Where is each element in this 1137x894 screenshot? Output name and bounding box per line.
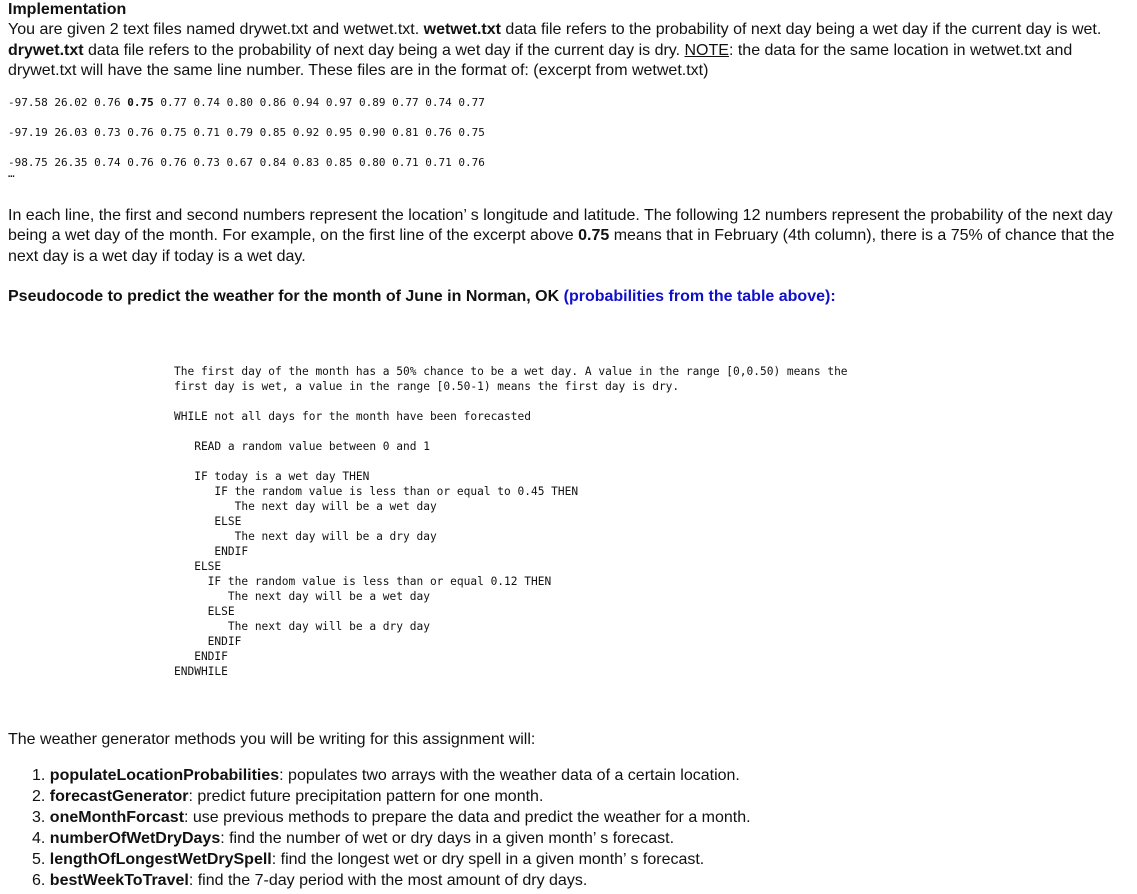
- method-name: forecastGenerator: [49, 788, 189, 805]
- pseudocode-heading-text: Pseudocode to predict the weather for the month of June in Norman, OK: [8, 288, 564, 305]
- document-page: [8, 0, 1132, 891]
- data-line-3: -98.75 26.35 0.74 0.76 0.76 0.73 0.67 0.84 0.83 0.85 0.80 0.71 0.71 0.76: [8, 155, 485, 169]
- method-name: oneMonthForcast: [49, 809, 185, 826]
- data-line-1: [8, 96, 1132, 110]
- data-ellipsis: …: [8, 166, 15, 180]
- method-description: : find the 7-day period with the most amount of dry days.: [188, 872, 588, 889]
- pseudocode-heading: [8, 286, 1132, 308]
- method-number: 6.: [32, 872, 50, 889]
- explain-text-1: In each line, the first and second numbers represent the location’ s longitude and latitude. The following 12 numbers represent the probability of the next day being a wet day of the month. For example, on the first line of the excerpt above: [8, 206, 1113, 244]
- method-item: [32, 807, 1132, 828]
- section-heading: Implementation: [8, 1, 127, 18]
- method-item: [32, 870, 1132, 891]
- pseudocode-heading-note: (probabilities from the table above):: [563, 288, 836, 305]
- explain-text-2: means that in February (4th column), there is a 75% of chance that the next day is a wet day if today is a wet day.: [8, 227, 1115, 265]
- method-description: : use previous methods to prepare the data and predict the weather for a month.: [184, 809, 751, 826]
- data-excerpt: [8, 96, 1132, 184]
- pseudocode-block: The first day of the month has a 50% chance to be a wet day. A value in the range [0,0.50) means the first day is wet, a value in the range [0.50-1) means the first day is dry. WHILE not all days for the month have been forecasted READ a random value between 0 and 1 IF today is a wet day THEN IF the random value is less than or equal to 0.45 THEN The next day will be a wet day ELSE The next day will be a dry day ENDIF ELSE IF the random value is less than or equal 0.12 THEN The next day will be a wet day ELSE The next day will be a dry day ENDIF ENDIF ENDWHILE: [174, 365, 848, 678]
- methods-list: [8, 765, 1132, 891]
- method-name: numberOfWetDryDays: [49, 830, 221, 847]
- method-number: 1.: [32, 767, 50, 784]
- method-description: : find the number of wet or dry days in a given month’ s forecast.: [220, 830, 675, 847]
- method-item: [32, 828, 1132, 849]
- method-description: : predict future precipitation pattern for one month.: [188, 788, 544, 805]
- methods-intro: The weather generator methods you will be writing for this assignment will:: [8, 731, 536, 748]
- drywet-filename: drywet.txt: [8, 41, 84, 59]
- note-label: NOTE: [684, 41, 729, 59]
- method-item: [32, 849, 1132, 870]
- method-name: bestWeekToTravel: [49, 872, 189, 889]
- wetwet-filename: wetwet.txt: [423, 21, 501, 38]
- method-number: 2.: [32, 788, 50, 805]
- method-description: : populates two arrays with the weather data of a certain location.: [279, 767, 740, 784]
- explain-highlight: 0.75: [578, 227, 610, 244]
- method-number: 4.: [32, 830, 50, 847]
- data-line-1-end: 0.77 0.74 0.80 0.86 0.94 0.97 0.89 0.77 0.74 0.77: [153, 95, 485, 109]
- intro-text-4: : the data for the same location in wetwet.txt and drywet.txt will have the same line number. These files are in the format of: (excerpt from wetwet.txt): [8, 41, 1073, 79]
- intro-text-3: data file refers to the probability of next day being a wet day if the current day is dry.: [83, 41, 685, 59]
- method-number: 3.: [32, 809, 50, 826]
- method-name: populateLocationProbabilities: [49, 767, 280, 784]
- data-line-1-start: -97.58 26.02 0.76: [8, 95, 128, 109]
- method-item: [32, 765, 1132, 786]
- intro-text-1: You are given 2 text files named drywet.txt and wetwet.txt.: [8, 21, 424, 38]
- method-item: [32, 786, 1132, 807]
- method-name: lengthOfLongestWetDrySpell: [49, 851, 272, 868]
- method-description: : find the longest wet or dry spell in a given month’ s forecast.: [271, 851, 705, 868]
- intro-text-2: data file refers to the probability of next day being a wet day if the current day is wet.: [500, 21, 1102, 38]
- data-line-2: -97.19 26.03 0.73 0.76 0.75 0.71 0.79 0.85 0.92 0.95 0.90 0.81 0.76 0.75: [8, 125, 485, 139]
- explanation-paragraph: [8, 206, 1132, 268]
- method-number: 5.: [32, 851, 50, 868]
- data-line-1-highlight: 0.75: [127, 95, 154, 109]
- intro-paragraph: [8, 20, 1132, 82]
